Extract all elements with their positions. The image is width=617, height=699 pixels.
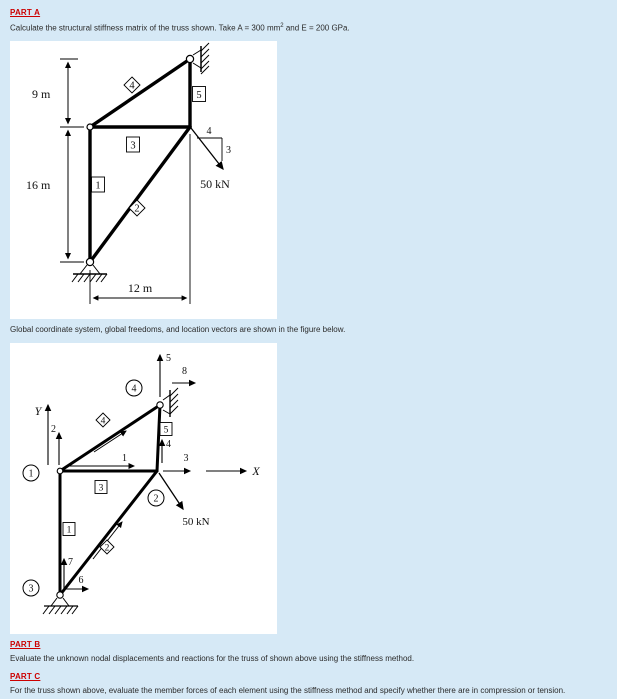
node-4-label: 4 — [131, 383, 137, 395]
node-1-label: 1 — [28, 468, 34, 480]
member-4-label: 4 — [129, 80, 135, 92]
part-a-heading[interactable]: PART A — [10, 8, 41, 17]
truss-nodes — [86, 56, 193, 266]
dof-3-label: 3 — [183, 453, 189, 465]
dof-4-label: 4 — [166, 439, 171, 451]
axis-y-label: Y — [34, 404, 42, 419]
member-1-label: 1 — [95, 180, 101, 192]
dof-8-label: 8 — [182, 366, 187, 378]
truss-nodes — [57, 402, 163, 598]
figure-truss-dimensions — [10, 41, 277, 319]
between-figures-text: Global coordinate system, global freedoms, and location vectors are shown in the figure below. — [10, 325, 346, 335]
bottom-dimension — [90, 134, 190, 304]
truss-members — [90, 59, 190, 262]
part-c-text: For the truss shown above, evaluate the member forces of each element using the stiffness method and specify whether there are in compression or tension. — [10, 686, 566, 696]
slope-horizontal-label: 4 — [206, 126, 212, 138]
member-5-label: 5 — [196, 90, 202, 102]
dof-7-label: 7 — [68, 557, 73, 569]
slope-vertical-label: 3 — [226, 145, 231, 157]
part-a-text-suffix: and E = 200 GPa. — [283, 23, 350, 33]
part-b-text: Evaluate the unknown nodal displacements and reactions for the truss of shown above using the stiffness method. — [10, 654, 415, 664]
figure-global-freedoms — [10, 343, 277, 634]
member-3-label: 3 — [130, 140, 136, 152]
dim-12m-label: 12 m — [127, 281, 153, 296]
member-1-label: 1 — [66, 525, 72, 536]
pin-support — [43, 598, 78, 614]
dof-6-label: 6 — [78, 575, 84, 587]
dim-9m-label: 9 m — [32, 87, 51, 102]
part-a-text-prefix: Calculate the structural stiffness matrix of the truss shown. Take A = 300 mm — [10, 23, 281, 33]
force-label: 50 kN — [182, 516, 210, 529]
node-3-label: 3 — [28, 583, 34, 595]
dof-1-label: 1 — [122, 453, 127, 465]
truss-figure-1-svg — [10, 41, 277, 319]
force-arrow — [159, 473, 183, 509]
axis-x-label: X — [252, 464, 260, 479]
pin-support — [72, 265, 107, 282]
member-2-label: 2 — [104, 543, 110, 554]
member-2-label: 2 — [134, 203, 140, 215]
location-vector-arrows — [66, 431, 134, 559]
dof-5-label: 5 — [166, 353, 171, 365]
node-2-label: 2 — [153, 493, 159, 505]
member-4-label: 4 — [100, 416, 106, 427]
roller-support — [193, 43, 209, 74]
member-3-label: 3 — [98, 483, 104, 494]
truss-figure-2-svg — [10, 343, 277, 634]
left-dimension — [60, 59, 84, 262]
part-a-text — [10, 22, 607, 34]
force-label: 50 kN — [200, 177, 230, 192]
part-c-heading[interactable]: PART C — [10, 672, 41, 682]
part-b-heading[interactable]: PART B — [10, 640, 41, 650]
truss-members — [60, 405, 160, 595]
roller-support — [163, 388, 178, 417]
dof-2-label: 2 — [51, 424, 56, 436]
part-a-text-superscript: 2 — [280, 23, 284, 29]
dim-16m-label: 16 m — [26, 178, 51, 193]
member-5-label: 5 — [163, 425, 169, 436]
